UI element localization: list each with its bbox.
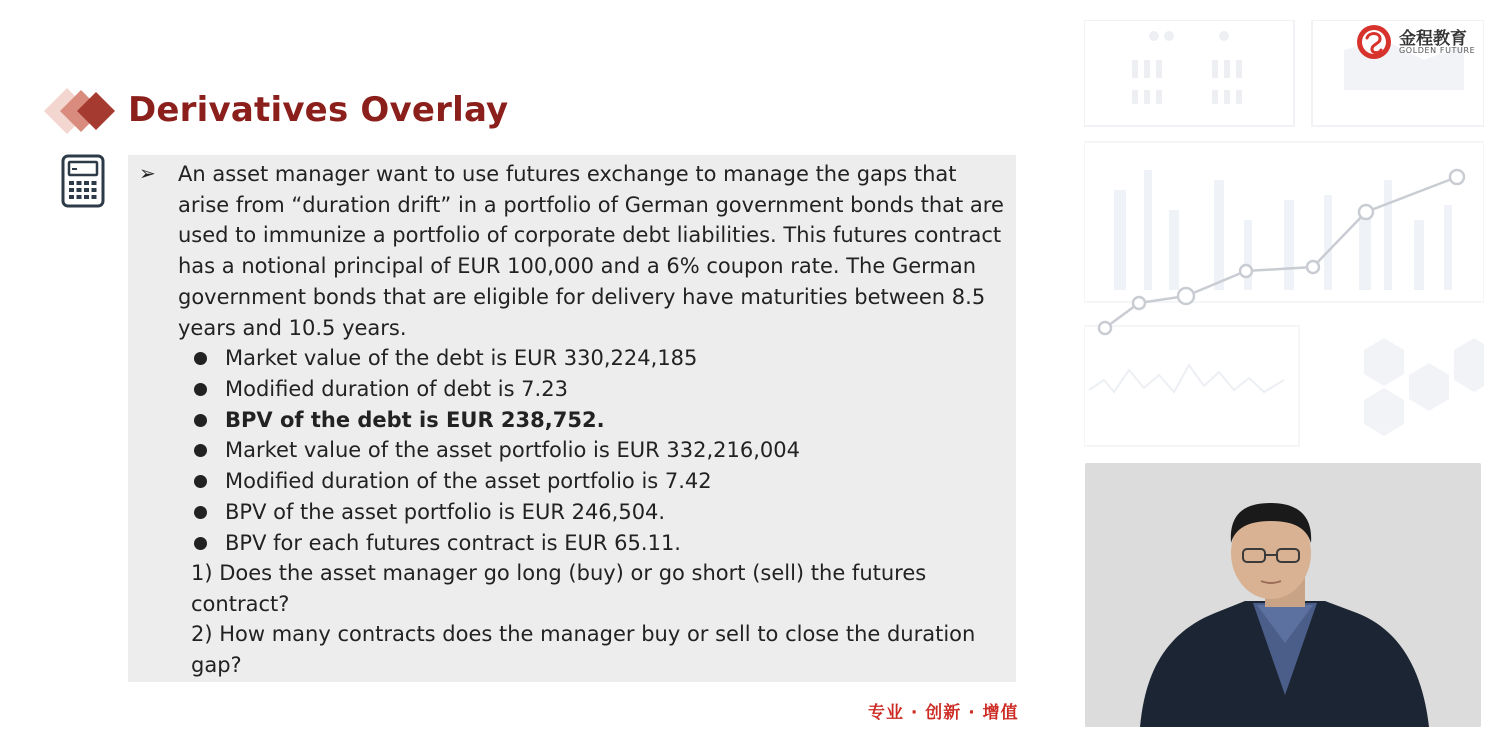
bullet-dot-icon	[194, 444, 207, 457]
logo-name-cn: 金程教育	[1399, 29, 1467, 49]
list-item: Market value of the debt is EUR 330,224,185	[192, 343, 800, 374]
list-item: BPV for each futures contract is EUR 65.11.	[192, 528, 800, 559]
footer-slogan: 专业 · 创新 · 增值	[868, 703, 1019, 723]
bullet-dot-icon	[194, 475, 207, 488]
list-item: Market value of the asset portfolio is EUR 332,216,004	[192, 435, 800, 466]
slide-title: Derivatives Overlay	[128, 90, 509, 130]
diamond-chevrons-icon	[44, 88, 124, 134]
bullet-dot-icon	[194, 537, 207, 550]
bullet-dot-icon	[194, 352, 207, 365]
presenter-silhouette	[1085, 463, 1481, 727]
background-chart-illustration	[1084, 20, 1484, 450]
list-item: Modified duration of debt is 7.23	[192, 374, 800, 405]
given-data-list	[192, 343, 800, 559]
intro-paragraph: An asset manager want to use futures exchange to manage the gaps that arise from “duration drift” in a portfolio of German government bonds that are used to immunize a portfolio of corporate debt liabilities. This futures contract has a notional principal of EUR 100,000 and a 6% coupon rate. The German government bonds that are eligible for delivery have maturities between 8.5 years and 10.5 years.	[178, 162, 1004, 340]
question-2: 2) How many contracts does the manager buy or sell to close the duration gap?	[191, 622, 976, 678]
logo-emblem-icon	[1355, 24, 1393, 60]
logo-name-en: GOLDEN FUTURE	[1399, 46, 1476, 55]
question-content-box	[128, 155, 1016, 682]
arrowhead-bullet-icon: ➢	[139, 161, 156, 185]
list-item: BPV of the debt is EUR 238,752.	[192, 405, 800, 436]
question-1: 1) Does the asset manager go long (buy) or go short (sell) the futures contract?	[191, 561, 927, 616]
list-item: Modified duration of the asset portfolio is 7.42	[192, 466, 800, 497]
list-item: BPV of the asset portfolio is EUR 246,504.	[192, 497, 800, 528]
bullet-dot-icon	[194, 414, 207, 427]
questions	[191, 558, 1006, 681]
bullet-dot-icon	[194, 506, 207, 519]
bullet-dot-icon	[194, 383, 207, 396]
presenter-webcam-video[interactable]	[1085, 463, 1481, 727]
golden-future-logo	[1355, 24, 1485, 60]
calculator-icon	[61, 154, 105, 208]
